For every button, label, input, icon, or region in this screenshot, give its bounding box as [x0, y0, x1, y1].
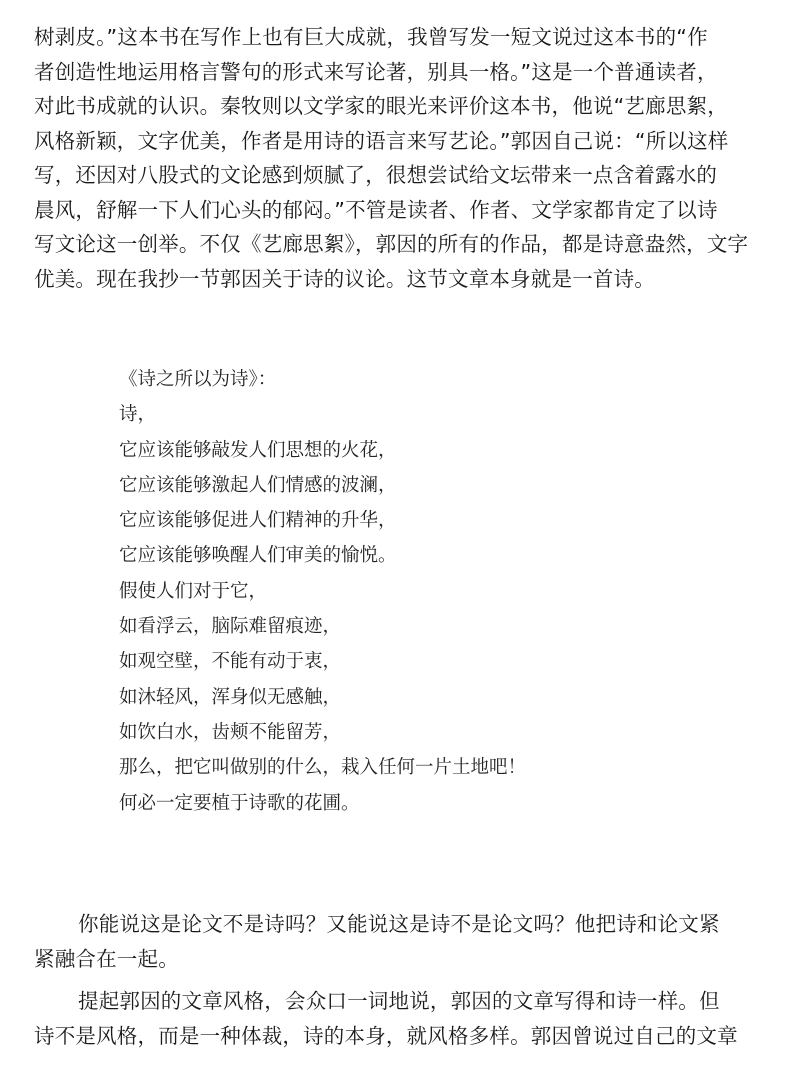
- paragraph-line: 晨风，舒解一下人们心头的郁闷。”不管是读者、作者、文学家都肯定了以诗: [34, 197, 718, 222]
- second-paragraph: [34, 907, 770, 976]
- poem-title: 《诗之所以为诗》：: [119, 369, 277, 390]
- paragraph-line: 优美。现在我抄一节郭因关于诗的议论。这节文章本身就是一首诗。: [34, 266, 655, 291]
- paragraph-line: 风格新颖，文字优美，作者是用诗的语言来写艺论。”郭因自己说：“所以这样: [34, 128, 729, 153]
- poem-block: [119, 362, 739, 821]
- poem-line: 它应该能够敲发人们思想的火花，: [119, 439, 397, 461]
- intro-paragraph: [34, 20, 770, 296]
- third-paragraph: [34, 984, 770, 1053]
- poem-line: 它应该能够促进人们精神的升华，: [119, 510, 397, 532]
- paragraph-line: 写，还因对八股式的文论感到烦腻了，很想尝试给文坛带来一点含着露水的: [34, 163, 718, 187]
- paragraph-line: 诗不是风格，而是一种体裁，诗的本身，就风格多样。郭因曾说过自己的文章: [34, 1023, 738, 1048]
- paragraph-line: 提起郭因的文章风格，会众口一词地说，郭因的文章写得和诗一样。但: [78, 989, 720, 1013]
- poem-line: 它应该能够唤醒人们审美的愉悦。: [119, 545, 397, 567]
- poem-line: 如观空壁，不能有动于衷，: [119, 651, 342, 673]
- paragraph-line: 对此书成就的认识。秦牧则以文学家的眼光来评价这本书，他说“艺廊思絮，: [34, 94, 728, 118]
- poem-line: 何必一定要植于诗歌的花圃。: [119, 792, 360, 814]
- paragraph-line: 写文论这一创举。不仅《艺廊思絮》，郭因的所有的作品，都是诗意盎然，文字: [34, 232, 749, 256]
- paragraph-line: 者创造性地运用格言警句的形式来写论著，别具一格。”这是一个普通读者，: [34, 59, 718, 84]
- poem-line: 如饮白水，齿颊不能留芳，: [119, 721, 342, 743]
- poem-line: 如沐轻风，浑身似无感触，: [119, 686, 342, 708]
- poem-line: 诗，: [119, 404, 157, 426]
- paragraph-line: 你能说这是论文不是诗吗？又能说这是诗不是论文吗？他把诗和论文紧: [78, 912, 720, 936]
- paragraph-line: 紧融合在一起。: [34, 946, 179, 971]
- paragraph-line: 树剥皮。”这本书在写作上也有巨大成就，我曾写发一短文说过这本书的“作: [34, 25, 708, 49]
- poem-line: 那么，把它叫做别的什么，栽入任何一片土地吧！: [119, 757, 527, 779]
- poem-line: 假使人们对于它，: [119, 580, 268, 602]
- poem-line: 它应该能够激起人们情感的波澜，: [119, 474, 397, 496]
- poem-line: 如看浮云，脑际难留痕迹，: [119, 616, 342, 638]
